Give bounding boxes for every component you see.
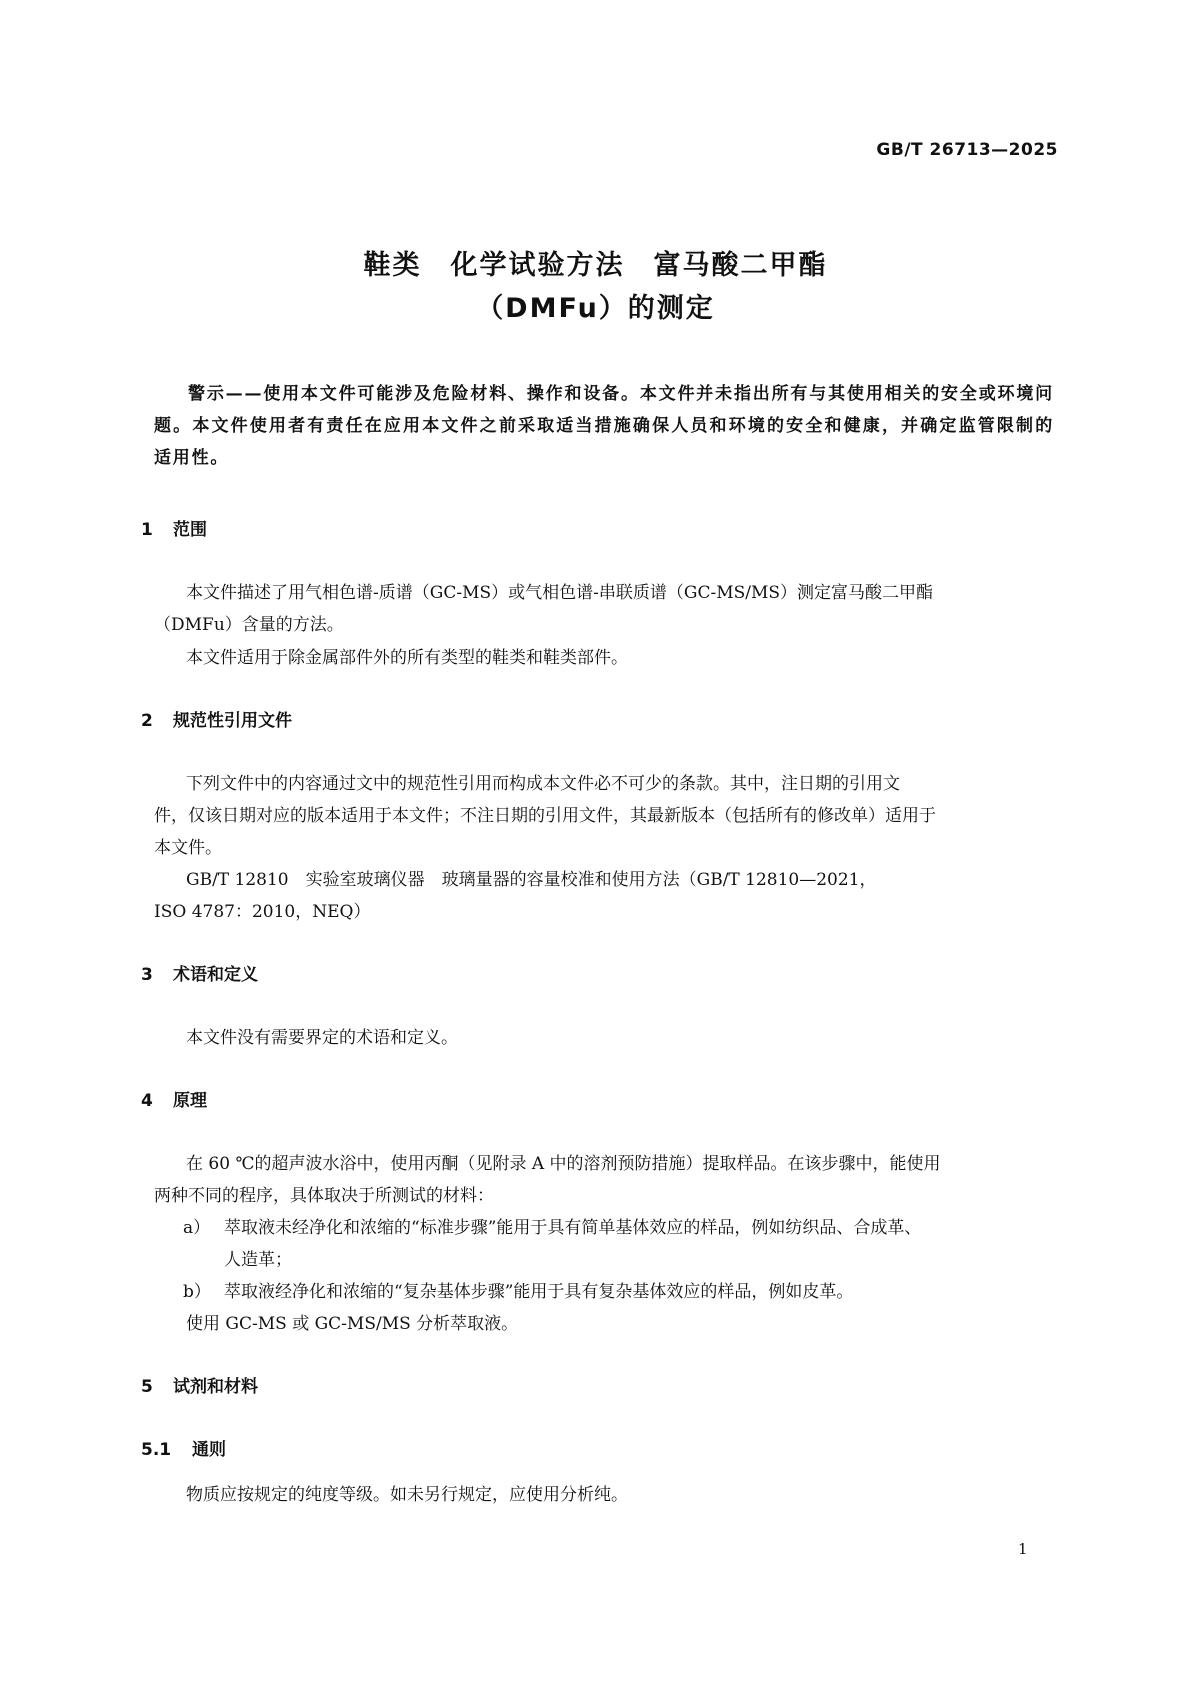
list-item-a-line: 人造革； xyxy=(224,1250,292,1270)
section-number: 2 xyxy=(141,711,153,731)
section-title: 范围 xyxy=(173,520,207,540)
section-title: 规范性引用文件 xyxy=(173,711,292,731)
section-number: 1 xyxy=(141,520,153,540)
terms-paragraph: 本文件没有需要界定的术语和定义。 xyxy=(186,1028,458,1048)
section-4-heading xyxy=(141,1086,207,1111)
reference-entry-line: GB/T 12810 实验室玻璃仪器 玻璃量器的容量校准和使用方法（GB/T 12810—2021， xyxy=(186,870,877,890)
references-paragraph-line: 下列文件中的内容通过文中的规范性引用而构成本文件必不可少的条款。其中，注日期的引用文 xyxy=(186,774,900,794)
scope-paragraph-line: 本文件描述了用气相色谱-质谱（GC-MS）或气相色谱-串联质谱（GC-MS/MS）测定富马酸二甲酯 xyxy=(186,583,934,603)
reference-entry-line: ISO 4787：2010，NEQ） xyxy=(154,902,371,922)
section-title: 原理 xyxy=(173,1091,207,1111)
principle-paragraph-line: 两种不同的程序，具体取决于所测试的材料： xyxy=(154,1186,494,1206)
section-number: 5 xyxy=(141,1377,153,1397)
subsection-5-1-heading xyxy=(141,1435,226,1460)
scope-paragraph-line: （DMFu）含量的方法。 xyxy=(154,615,344,635)
general-paragraph: 物质应按规定的纯度等级。如未另行规定，应使用分析纯。 xyxy=(186,1485,628,1505)
document-title-line-1: 鞋类 化学试验方法 富马酸二甲酯 xyxy=(363,250,828,281)
section-number: 3 xyxy=(141,965,153,985)
section-2-heading xyxy=(141,706,292,731)
document-title-line-2: （DMFu）的测定 xyxy=(476,293,715,324)
page-number: 1 xyxy=(1018,1540,1028,1558)
section-5-heading xyxy=(141,1372,258,1397)
list-item-label-b: b） xyxy=(183,1282,211,1302)
section-1-heading xyxy=(141,515,207,540)
list-item-b-line: 萃取液经净化和浓缩的“复杂基体步骤”能用于具有复杂基体效应的样品，例如皮革。 xyxy=(224,1282,854,1302)
section-3-heading xyxy=(141,960,258,985)
section-title: 术语和定义 xyxy=(173,965,258,985)
scope-applicability: 本文件适用于除金属部件外的所有类型的鞋类和鞋类部件。 xyxy=(186,648,628,668)
list-item-a-line: 萃取液未经净化和浓缩的“标准步骤”能用于具有简单基体效应的样品，例如纺织品、合成革、 xyxy=(224,1218,922,1238)
principle-analysis-line: 使用 GC-MS 或 GC-MS/MS 分析萃取液。 xyxy=(186,1314,519,1334)
section-number: 4 xyxy=(141,1091,153,1111)
warning-paragraph: 警示——使用本文件可能涉及危险材料、操作和设备。本文件并未指出所有与其使用相关的安全或环境问题。本文件使用者有责任在应用本文件之前采取适当措施确保人员和环境的安全和健康，并确定监管限制的适用性。 xyxy=(154,384,1054,468)
section-title: 试剂和材料 xyxy=(173,1377,258,1397)
subsection-title: 通则 xyxy=(192,1440,226,1460)
list-item-label-a: a） xyxy=(183,1218,211,1238)
subsection-number: 5.1 xyxy=(141,1440,172,1460)
standard-code: GB/T 26713—2025 xyxy=(876,140,1058,160)
references-paragraph-line: 件，仅该日期对应的版本适用于本文件；不注日期的引用文件，其最新版本（包括所有的修改单）适用于 xyxy=(154,806,936,826)
references-paragraph-line: 本文件。 xyxy=(154,838,222,858)
principle-paragraph-line: 在 60 ℃的超声波水浴中，使用丙酮（见附录 A 中的溶剂预防措施）提取样品。在该步骤中，能使用 xyxy=(186,1154,941,1174)
